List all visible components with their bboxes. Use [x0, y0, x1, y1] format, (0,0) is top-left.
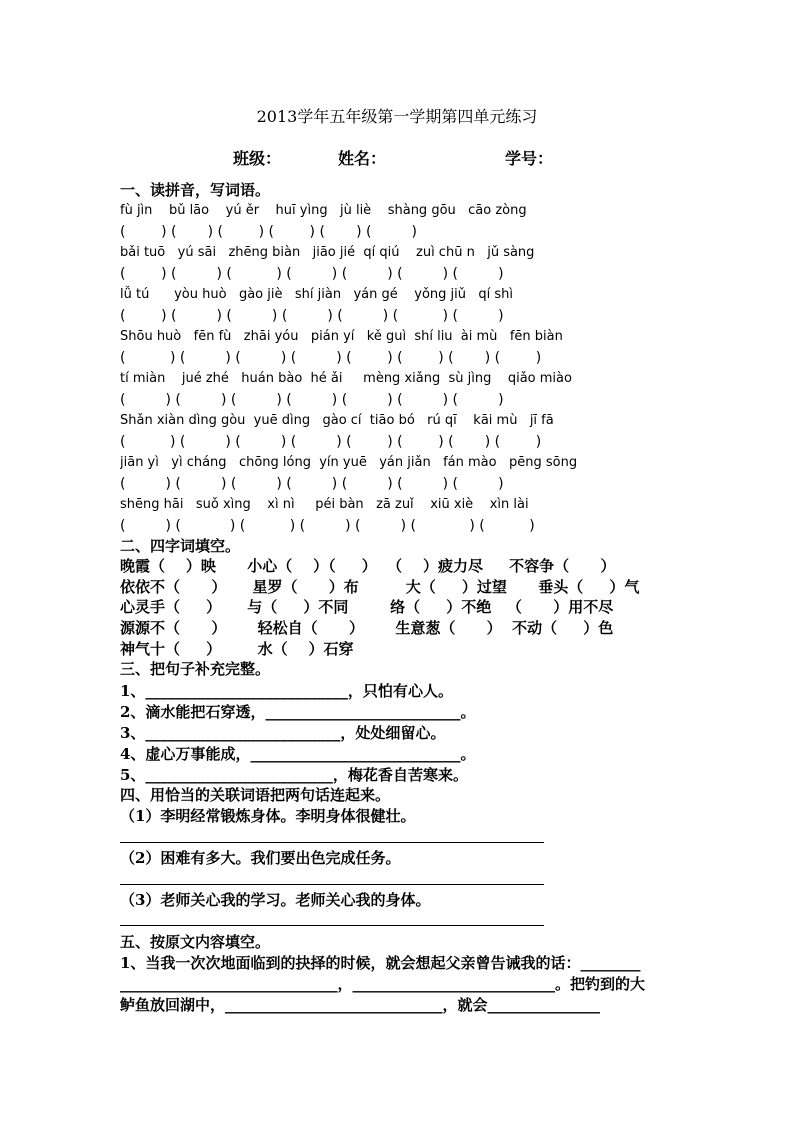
idiom-line-2: 依依不（ ） 星罗（ ）布 大（ ）过望 垂头（ ）气 — [120, 578, 640, 596]
class-label: 班级： — [233, 149, 282, 168]
worksheet-title: 2013学年五年级第一学期第四单元练习 — [256, 107, 538, 126]
pinyin-row-3: lǚ tú yòu huò gào jiè shí jiàn yán gé yǒng jiǔ qí shì — [120, 287, 514, 302]
connector-item-3: （3）老师关心我的学习。老师关心我的身体。 — [120, 891, 431, 909]
sentence-line-4: 4、虚心万事能成，____________________________。 — [120, 745, 476, 763]
section-5-heading: 五、按原文内容填空。 — [120, 933, 271, 951]
sentence-line-1: 1、___________________________，只怕有心人。 — [120, 682, 453, 700]
section-4-heading: 四、用恰当的关联词语把两句话连起来。 — [120, 786, 391, 804]
answer-line-3 — [120, 925, 544, 926]
sentence-line-5: 5、_________________________，梅花香自苦寒来。 — [120, 766, 468, 784]
answer-parens-row-7: ( ) ( ) ( ) ( ) ( ) ( ) ( ) — [120, 476, 504, 492]
idiom-line-1: 晚霞（ ）映 小心（ ）（ ） （ ）疲力尽 不容争（ ） — [120, 557, 616, 575]
sentence-line-3: 3、__________________________，处处细留心。 — [120, 724, 446, 742]
answer-parens-row-6: ( ) ( ) ( ) ( ) ( ) ( ) ( ) ( ) — [120, 434, 542, 450]
answer-line-2 — [120, 884, 544, 885]
pinyin-row-8: shēng hāi suǒ xìng xì nì péi bàn zā zuǐ xiū xiè xìn lài — [120, 497, 529, 512]
idiom-line-5: 神气十（ ） 水（ ）石穿 — [120, 640, 354, 658]
answer-line-1 — [120, 842, 544, 843]
connector-item-1: （1）李明经常锻炼身体。李明身体很健壮。 — [120, 807, 416, 825]
connector-item-2: （2）困难有多大。我们要出色完成任务。 — [120, 849, 401, 867]
pinyin-row-6: Shǎn xiàn dìng gòu yuē dìng gào cí tiāo bó rú qī kāi mù jī fā — [120, 413, 554, 428]
sentence-line-2: 2、滴水能把石穿透，__________________________。 — [120, 703, 476, 721]
recall-line-1: 1、当我一次次地面临到的抉择的时候，就会想起父亲曾告诫我的话：________ — [120, 954, 641, 972]
section-3-heading: 三、把句子补充完整。 — [120, 660, 271, 678]
recall-line-2: _____________________________，___________________________。把钓到的大 — [120, 975, 646, 993]
pinyin-row-4: Shōu huò fēn fù zhāi yóu pián yí kě guì shí liu ài mù fēn biàn — [120, 329, 563, 344]
idiom-line-4: 源源不（ ） 轻松自（ ） 生意葱（ ） 不动（ ）色 — [120, 619, 614, 637]
name-label: 姓名： — [338, 149, 387, 168]
pinyin-row-2: bǎi tuō yú sāi zhēng biàn jiāo jié qí qiú zuì chū n jǔ sàng — [120, 245, 535, 260]
answer-parens-row-2: ( ) ( ) ( ) ( ) ( ) ( ) ( ) — [120, 266, 504, 282]
pinyin-row-5: tí miàn jué zhé huán bào hé ǎi mèng xiǎng sù jìng qiǎo miào — [120, 371, 572, 386]
pinyin-row-1: fù jìn bǔ lāo yú ěr huī yìng jù liè shàng gōu cāo zòng — [120, 203, 527, 218]
answer-parens-row-8: ( ) ( ) ( ) ( ) ( ) ( ) ( ) — [120, 518, 535, 534]
answer-parens-row-1: ( ) ( ) ( ) ( ) ( ) ( ) — [120, 224, 417, 240]
answer-parens-row-5: ( ) ( ) ( ) ( ) ( ) ( ) ( ) — [120, 392, 504, 408]
pinyin-row-7: jiān yì yì cháng chōng lóng yín yuē yán jiǎn fán mào pēng sōng — [120, 455, 578, 470]
section-1-heading: 一、读拼音，写词语。 — [120, 181, 271, 199]
idiom-line-3: 心灵手（ ） 与（ ）不同 络（ ）不绝 （ ）用不尽 — [120, 598, 614, 616]
recall-line-3: 鲈鱼放回湖中，_____________________________，就会_______________ — [120, 996, 601, 1014]
answer-parens-row-3: ( ) ( ) ( ) ( ) ( ) ( ) ( ) — [120, 308, 504, 324]
student-id-label: 学号： — [505, 149, 554, 168]
answer-parens-row-4: ( ) ( ) ( ) ( ) ( ) ( ) ( ) ( ) — [120, 350, 542, 366]
section-2-heading: 二、四字词填空。 — [120, 537, 241, 555]
